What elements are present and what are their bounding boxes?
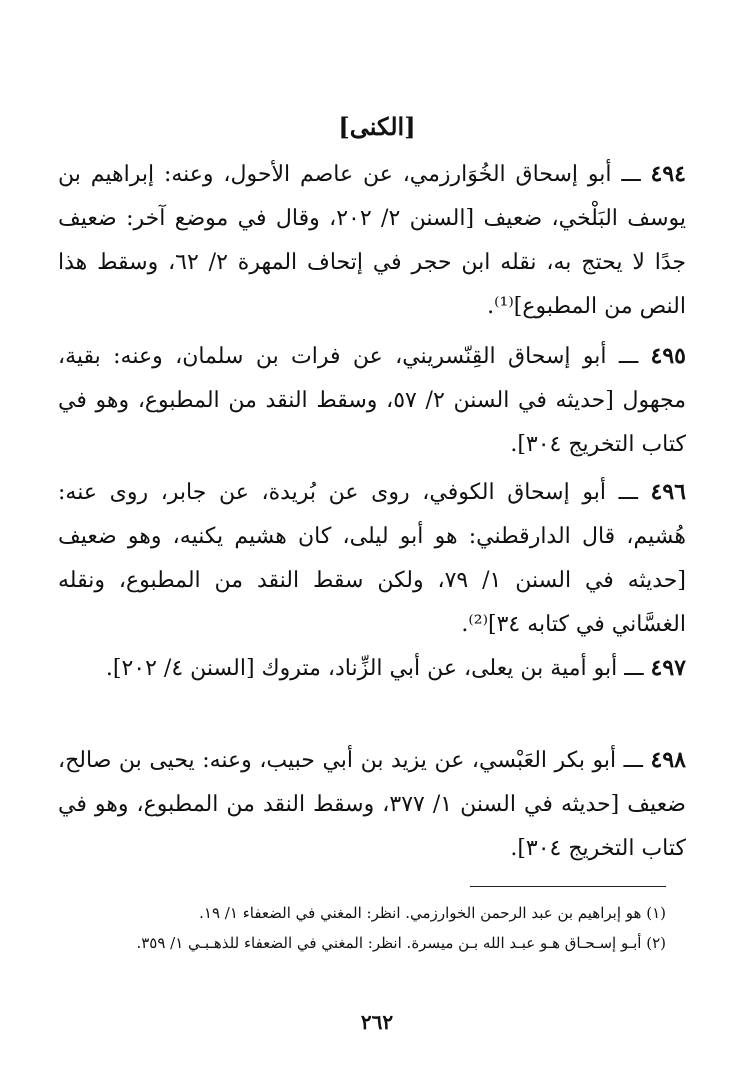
section-title: [الكنى] bbox=[338, 112, 416, 141]
entry-number: ٤٩٦ bbox=[650, 479, 686, 505]
entry-text: ـــ أبو إسحاق القِنّسريني، عن فرات بن سلمان، وعنه: بقية، مجهول [حديثه في السنن ٢/ ٥٧، وسقط النقد من المطبوع، وهو في كتاب التخريج ٣٠٤]. bbox=[58, 344, 686, 457]
entry-text: ـــ أبو بكر العَبْسي، عن يزيد بن أبي حبيب، وعنه: يحيى بن صالح، ضعيف [حديثه في السنن ١/ ٣٧٧، وسقط النقد من المطبوع، وهو في كتاب التخريج ٣٠٤]. bbox=[58, 748, 686, 861]
footnote-text: أبـو إسـحـاق هـو عبـد الله بـن ميسرة. انظر: المغني في الضعفاء للذهـبـي ١/ ٣٥٩. bbox=[136, 934, 642, 952]
footnote-marker: (٢) bbox=[646, 934, 666, 952]
entry-text: ـــ أبو أمية بن يعلى، عن أبي الزِّناد، متروك [السنن ٤/ ٢٠٢]. bbox=[105, 656, 644, 681]
footnote-text: هو إبراهيم بن عبد الرحمن الخوارزمي. انظر: المغني في الضعفاء ١/ ١٩. bbox=[199, 904, 642, 922]
entry-text: ـــ أبو إسحاق الخُوَارزمي، عن عاصم الأحول، وعنه: إبراهيم بن يوسف البَلْخي، ضعيف [السنن ٢/ ٢٠٢، وقال في موضع آخر: ضعيف جدًا لا يحتج به، نقله ابن حجر في إتحاف المهرة ٢/ ٦٢، وسقط هذا النص من المطبوع]⁽¹⁾. bbox=[58, 162, 687, 319]
footnote-2 bbox=[86, 928, 666, 958]
entry-495 bbox=[58, 334, 686, 467]
footnote-separator bbox=[470, 886, 666, 887]
entry-number: ٤٩٥ bbox=[650, 343, 686, 369]
footnotes bbox=[86, 898, 666, 958]
entry-496 bbox=[58, 470, 686, 647]
entry-number: ٤٩٨ bbox=[650, 747, 686, 773]
footnote-1 bbox=[86, 898, 666, 928]
entry-494 bbox=[58, 152, 686, 329]
entry-497 bbox=[58, 646, 686, 691]
entry-number: ٤٩٧ bbox=[650, 655, 686, 681]
entry-text: ـــ أبو إسحاق الكوفي، روى عن بُريدة، عن جابر، روى عنه: هُشيم، قال الدارقطني: هو أبو ليلى، كان هشيم يكنيه، وهو ضعيف [حديثه في السنن ١/ ٧٩، ولكن سقط النقد من المطبوع، ونقله الغسَّاني في كتابه ٣٤]⁽²⁾. bbox=[58, 480, 686, 637]
footnote-marker: (١) bbox=[646, 904, 666, 922]
entry-number: ٤٩٤ bbox=[650, 161, 686, 187]
page-number: ٢٦٢ bbox=[360, 1010, 394, 1034]
entry-498 bbox=[58, 738, 686, 871]
